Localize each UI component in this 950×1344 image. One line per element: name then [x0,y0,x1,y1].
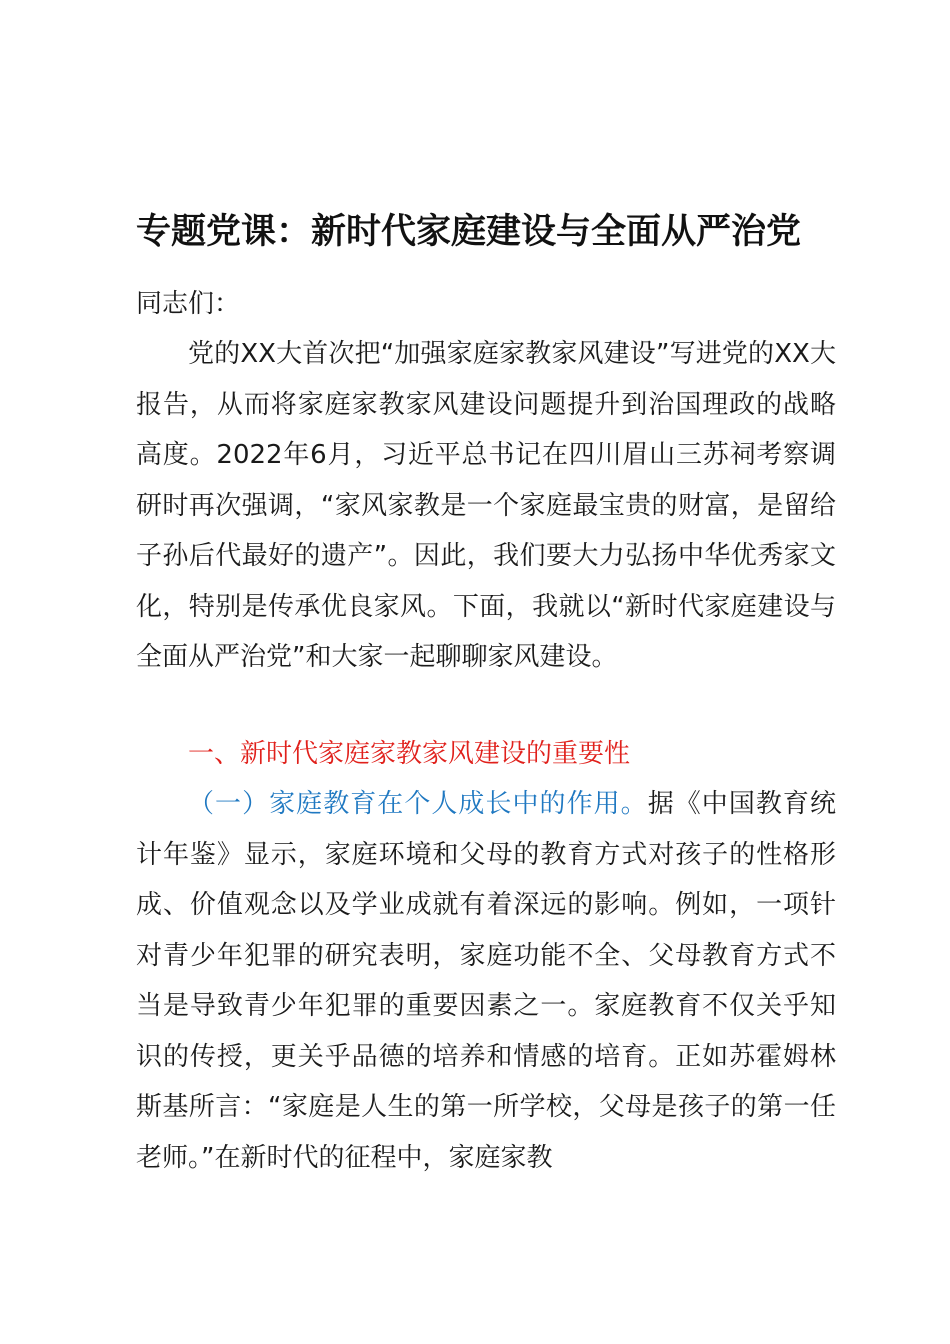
section-heading-1: 一、新时代家庭家教家风建设的重要性 [188,739,631,769]
subsection-heading-1: （一）家庭教育在个人成长中的作用。 [188,789,648,819]
salutation: 同志们： [136,289,241,319]
paragraph-family-education [136,779,836,1183]
paragraph-intro: 党的XX大首次把“加强家庭家教家风建设”写进党的XX大报告，从而将家庭家教家风建设问题提升到治国理政的战略高度。2022年6月，习近平总书记在四川眉山三苏祠考察调研时再次强调，“家风家教是一个家庭最宝贵的财富，是留给子孙后代最好的遗产”。因此，我们要大力弘扬中华优秀家文化，特别是传承优良家风。下面，我就以“新时代家庭建设与全面从严治党”和大家一起聊聊家风建设。 [136,339,836,672]
paragraph-family-education-text: 据《中国教育统计年鉴》显示，家庭环境和父母的教育方式对孩子的性格形成、价值观念以及学业成就有着深远的影响。例如，一项针对青少年犯罪的研究表明，家庭功能不全、父母教育方式不当是导致青少年犯罪的重要因素之一。家庭教育不仅关乎知识的传授，更关乎品德的培养和情感的培育。正如苏霍姆林斯基所言：“家庭是人生的第一所学校，父母是孩子的第一任老师。”在新时代的征程中，家庭家教 [136,789,836,1173]
document-title: 专题党课：新时代家庭建设与全面从严治党 [136,212,802,252]
